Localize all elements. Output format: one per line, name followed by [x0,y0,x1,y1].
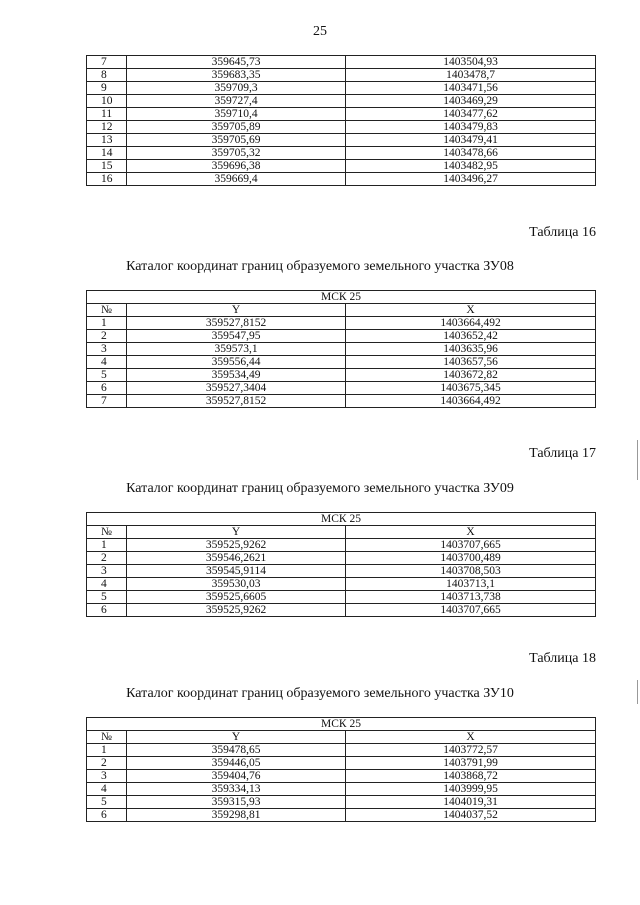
table-row [87,757,596,770]
table-row [87,809,596,822]
header-x: X [346,526,596,539]
table-row [87,330,596,343]
point-number-cell: 2 [87,330,127,343]
point-number-cell: 11 [87,108,127,121]
table-row [87,604,596,617]
x-coordinate-cell: 1403479,83 [346,121,596,134]
x-coordinate-cell: 1404037,52 [346,809,596,822]
header-y: Y [127,731,346,744]
table-body [87,744,596,822]
x-coordinate-cell: 1403791,99 [346,757,596,770]
x-coordinate-cell: 1403478,7 [346,69,596,82]
table-row [87,369,596,382]
point-number-cell: 7 [87,56,127,69]
coordinate-system-header: МСК 25 [87,513,596,526]
y-coordinate-cell: 359525,9262 [127,604,346,617]
x-coordinate-cell: 1403471,56 [346,82,596,95]
point-number-cell: 12 [87,121,127,134]
x-coordinate-cell: 1403664,492 [346,317,596,330]
x-coordinate-cell: 1403772,57 [346,744,596,757]
y-coordinate-cell: 359530,03 [127,578,346,591]
table-row [87,343,596,356]
x-coordinate-cell: 1403469,29 [346,95,596,108]
table-16-title: Каталог координат границ образуемого земельного участка ЗУ08 [126,259,514,274]
y-coordinate-cell: 359727,4 [127,95,346,108]
coordinates-table-continued [86,55,596,186]
y-coordinate-cell: 359546,2621 [127,552,346,565]
y-coordinate-cell: 359525,6605 [127,591,346,604]
point-number-cell: 5 [87,591,127,604]
y-coordinate-cell: 359645,73 [127,56,346,69]
point-number-cell: 3 [87,343,127,356]
point-number-cell: 13 [87,134,127,147]
point-number-cell: 6 [87,809,127,822]
x-coordinate-cell: 1404019,31 [346,796,596,809]
point-number-cell: 15 [87,160,127,173]
y-coordinate-cell: 359556,44 [127,356,346,369]
table-body [87,56,596,186]
x-coordinate-cell: 1403657,56 [346,356,596,369]
table-row [87,770,596,783]
table-row [87,173,596,186]
point-number-cell: 14 [87,147,127,160]
table-row [87,317,596,330]
scan-artifact [637,440,638,480]
table-row [87,134,596,147]
point-number-cell: 1 [87,539,127,552]
x-coordinate-cell: 1403868,72 [346,770,596,783]
x-coordinate-cell: 1403675,345 [346,382,596,395]
x-coordinate-cell: 1403504,93 [346,56,596,69]
y-coordinate-cell: 359705,32 [127,147,346,160]
y-coordinate-cell: 359545,9114 [127,565,346,578]
point-number-cell: 3 [87,770,127,783]
y-coordinate-cell: 359315,93 [127,796,346,809]
point-number-cell: 4 [87,356,127,369]
table-row [87,565,596,578]
table-row [87,356,596,369]
y-coordinate-cell: 359404,76 [127,770,346,783]
table-row [87,539,596,552]
point-number-cell: 2 [87,552,127,565]
header-x: X [346,731,596,744]
y-coordinate-cell: 359446,05 [127,757,346,770]
y-coordinate-cell: 359669,4 [127,173,346,186]
table-row [87,578,596,591]
point-number-cell: 1 [87,317,127,330]
y-coordinate-cell: 359683,35 [127,69,346,82]
y-coordinate-cell: 359705,69 [127,134,346,147]
x-coordinate-cell: 1403700,489 [346,552,596,565]
y-coordinate-cell: 359534,49 [127,369,346,382]
point-number-cell: 3 [87,565,127,578]
table-row [87,82,596,95]
y-coordinate-cell: 359547,95 [127,330,346,343]
coordinate-system-header: МСК 25 [87,718,596,731]
y-coordinate-cell: 359527,8152 [127,317,346,330]
y-coordinate-cell: 359527,8152 [127,395,346,408]
table-17-title: Каталог координат границ образуемого земельного участка ЗУ09 [126,481,514,496]
x-coordinate-cell: 1403478,66 [346,147,596,160]
header-number: № [87,731,127,744]
point-number-cell: 16 [87,173,127,186]
coordinate-system-header: МСК 25 [87,291,596,304]
x-coordinate-cell: 1403664,492 [346,395,596,408]
table-row [87,796,596,809]
header-y: Y [127,526,346,539]
y-coordinate-cell: 359525,9262 [127,539,346,552]
point-number-cell: 10 [87,95,127,108]
table-18-title: Каталог координат границ образуемого земельного участка ЗУ10 [126,686,514,701]
coordinates-table-zu10 [86,717,596,822]
y-coordinate-cell: 359298,81 [127,809,346,822]
point-number-cell: 4 [87,783,127,796]
y-coordinate-cell: 359710,4 [127,108,346,121]
table-row [87,147,596,160]
y-coordinate-cell: 359573,1 [127,343,346,356]
x-coordinate-cell: 1403713,1 [346,578,596,591]
y-coordinate-cell: 359527,3404 [127,382,346,395]
x-coordinate-cell: 1403708,503 [346,565,596,578]
point-number-cell: 9 [87,82,127,95]
point-number-cell: 4 [87,578,127,591]
header-x: X [346,304,596,317]
coordinates-table-zu08 [86,290,596,408]
point-number-cell: 6 [87,604,127,617]
y-coordinate-cell: 359334,13 [127,783,346,796]
table-row [87,591,596,604]
point-number-cell: 2 [87,757,127,770]
header-y: Y [127,304,346,317]
table-row [87,382,596,395]
table-row [87,744,596,757]
y-coordinate-cell: 359478,65 [127,744,346,757]
table-row [87,56,596,69]
y-coordinate-cell: 359709,3 [127,82,346,95]
table-row [87,108,596,121]
y-coordinate-cell: 359696,38 [127,160,346,173]
point-number-cell: 5 [87,369,127,382]
table-16-label: Таблица 16 [529,225,596,240]
x-coordinate-cell: 1403652,42 [346,330,596,343]
table-row [87,395,596,408]
x-coordinate-cell: 1403635,96 [346,343,596,356]
point-number-cell: 5 [87,796,127,809]
header-number: № [87,304,127,317]
table-row [87,121,596,134]
table-row [87,160,596,173]
table-17-label: Таблица 17 [529,446,596,461]
point-number-cell: 8 [87,69,127,82]
y-coordinate-cell: 359705,89 [127,121,346,134]
x-coordinate-cell: 1403707,665 [346,604,596,617]
coordinates-table-zu09 [86,512,596,617]
header-number: № [87,526,127,539]
table-row [87,69,596,82]
page-number: 25 [313,24,327,39]
x-coordinate-cell: 1403482,95 [346,160,596,173]
scan-artifact [637,680,638,704]
table-row [87,552,596,565]
x-coordinate-cell: 1403496,27 [346,173,596,186]
point-number-cell: 1 [87,744,127,757]
table-body [87,539,596,617]
x-coordinate-cell: 1403713,738 [346,591,596,604]
x-coordinate-cell: 1403999,95 [346,783,596,796]
x-coordinate-cell: 1403707,665 [346,539,596,552]
point-number-cell: 6 [87,382,127,395]
table-row [87,783,596,796]
x-coordinate-cell: 1403672,82 [346,369,596,382]
table-18-label: Таблица 18 [529,651,596,666]
point-number-cell: 7 [87,395,127,408]
table-body [87,317,596,408]
x-coordinate-cell: 1403479,41 [346,134,596,147]
table-row [87,95,596,108]
x-coordinate-cell: 1403477,62 [346,108,596,121]
